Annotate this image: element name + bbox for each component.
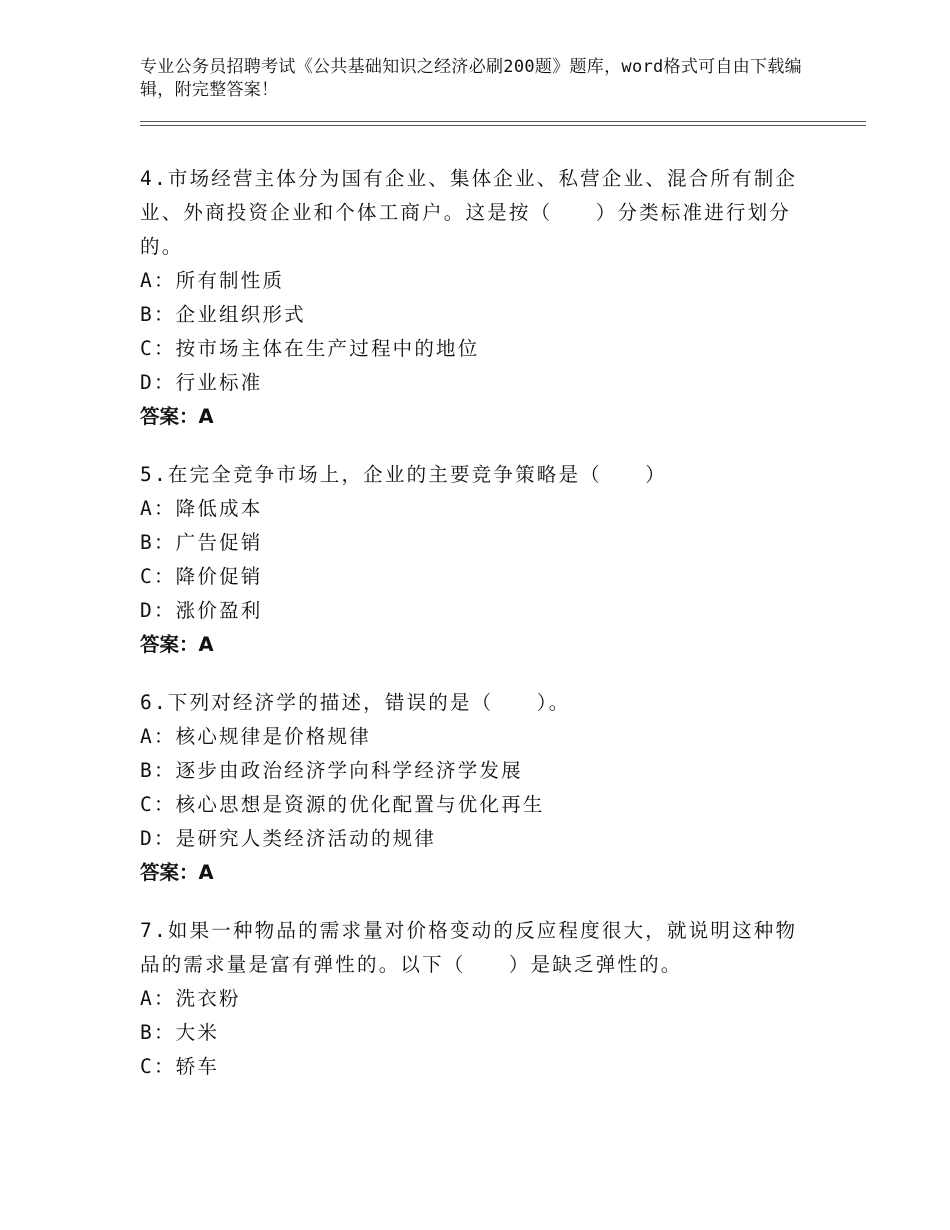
question-block <box>140 162 800 434</box>
question-stem: 7.如果一种物品的需求量对价格变动的反应程度很大，就说明这种物品的需求量是富有弹性的。以下（ ）是缺乏弹性的。 <box>140 919 798 976</box>
answer-option: A：降低成本 <box>140 497 263 520</box>
answer-option: C：按市场主体在生产过程中的地位 <box>140 337 480 360</box>
question-stem: 4.市场经营主体分为国有企业、集体企业、私营企业、混合所有制企业、外商投资企业和个体工商户。这是按（ ）分类标准进行划分的。 <box>140 167 798 258</box>
answer-option: D：涨价盈利 <box>140 599 263 622</box>
answer-option: A：洗衣粉 <box>140 987 241 1010</box>
question-block <box>140 458 800 662</box>
header-divider <box>140 121 866 126</box>
answer-option: B：逐步由政治经济学向科学经济学发展 <box>140 759 523 782</box>
answer-option: D：是研究人类经济活动的规律 <box>140 827 437 850</box>
answer-option: B：大米 <box>140 1021 220 1044</box>
answer-option: B：企业组织形式 <box>140 303 306 326</box>
answer-option: B：广告促销 <box>140 531 263 554</box>
answer-option: D：行业标准 <box>140 371 263 394</box>
question-stem: 5.在完全竞争市场上，企业的主要竞争策略是（ ） <box>140 463 667 486</box>
answer-option: C：轿车 <box>140 1055 220 1078</box>
answer-option: C：降价促销 <box>140 565 263 588</box>
answer-key: 答案：A <box>140 405 214 428</box>
answer-key: 答案：A <box>140 633 214 656</box>
question-block <box>140 914 800 1084</box>
answer-option: A：核心规律是价格规律 <box>140 725 371 748</box>
answer-option: A：所有制性质 <box>140 269 285 292</box>
question-block <box>140 686 800 890</box>
answer-option: C：核心思想是资源的优化配置与优化再生 <box>140 793 545 816</box>
answer-key: 答案：A <box>140 861 214 884</box>
document-header: 专业公务员招聘考试《公共基础知识之经济必刷200题》题库，word格式可自由下载编辑，附完整答案！ <box>140 57 802 100</box>
question-stem: 6.下列对经济学的描述，错误的是（ ）。 <box>140 691 571 714</box>
question-list <box>140 162 800 1108</box>
